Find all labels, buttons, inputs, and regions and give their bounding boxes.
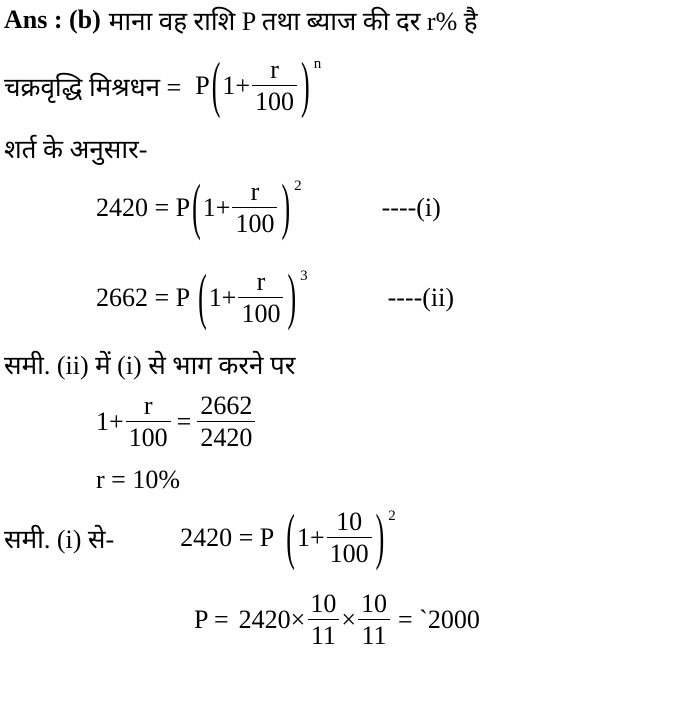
eq3-num: r [143,391,153,420]
eq5-times-1: × [290,604,306,634]
eq5-lhs: P = [194,604,229,634]
eq5-fraction-2 [358,590,390,650]
eq4-num: 10 [336,507,363,536]
eq5-num1: 10 [310,589,337,618]
eq5-den1: 11 [308,619,339,649]
eq3-num2: 2662 [200,391,253,420]
answer-text: माना वह राशि P तथा ब्याज की दर r% है [108,7,478,36]
formula-line [4,49,322,120]
formula-num: r [270,55,279,84]
result-line [96,465,180,495]
answer-line [4,2,478,38]
condition-text: शर्त के अनुसार- [4,135,148,164]
divide-text: समी. (ii) में (i) से भाग करने पर [4,351,296,380]
left-paren: ( [211,49,221,120]
formula-one-plus: 1+ [222,70,251,100]
condition-line [4,130,147,166]
eq2-exp: 3 [300,268,308,284]
equation-2 [96,261,455,332]
eq5-val: 2420 [238,604,291,634]
eq3-one-plus: 1+ [96,406,124,436]
eq1-lhs: 2420 = P [96,192,191,222]
eq5-rhs: = `2000 [398,604,480,634]
eq2-fraction [238,268,283,328]
eq4-one-plus: 1+ [296,522,325,552]
eq5-den2: 11 [358,619,389,649]
eq1-den: 100 [232,207,277,237]
eq1-fraction [232,178,277,238]
left-paren: ( [192,171,201,242]
left-paren: ( [286,501,295,572]
formula-label: चक्रवृद्धि मिश्रधन = [4,72,182,102]
result-text: r = 10% [96,465,180,494]
eq5-times-2: × [341,604,357,634]
eq1-exp: 2 [294,178,302,194]
eq5-fraction-1 [307,590,339,650]
eq4-exp: 2 [388,508,396,524]
eq3-equals: = [176,406,192,436]
left-paren: ( [198,261,207,332]
eq1-num: r [250,177,260,206]
eq4-den: 100 [327,537,372,567]
formula-den: 100 [252,85,297,115]
formula-exp: n [313,56,322,72]
eq2-one-plus: 1+ [208,282,237,312]
eq4-label: समी. (i) से- [4,524,115,554]
eq2-den: 100 [238,297,283,327]
formula-p: P [195,70,210,100]
formula-fraction [252,56,297,116]
right-paren: ) [301,49,310,120]
right-paren: ) [375,501,385,572]
eq1-one-plus: 1+ [202,192,231,222]
eq2-tag: ----(ii) [387,282,455,312]
eq2-lhs: 2662 = P [96,282,191,312]
right-paren: ) [287,261,297,332]
divide-line [4,346,295,382]
equation-1 [96,171,441,242]
eq4-lhs: 2420 = P [180,522,275,552]
equation-4 [4,501,396,572]
equation-5 [194,590,480,650]
eq1-tag: ----(i) [381,192,441,222]
eq3-fraction-left [126,392,171,452]
right-paren: ) [281,171,291,242]
eq4-fraction [327,508,372,568]
eq2-num: r [256,267,266,296]
eq3-den2: 2420 [197,421,255,451]
eq5-num2: 10 [361,589,388,618]
eq3-den: 100 [126,421,171,451]
answer-label: Ans : (b) [4,5,101,34]
equation-3 [96,392,257,452]
eq3-fraction-right [197,392,255,452]
